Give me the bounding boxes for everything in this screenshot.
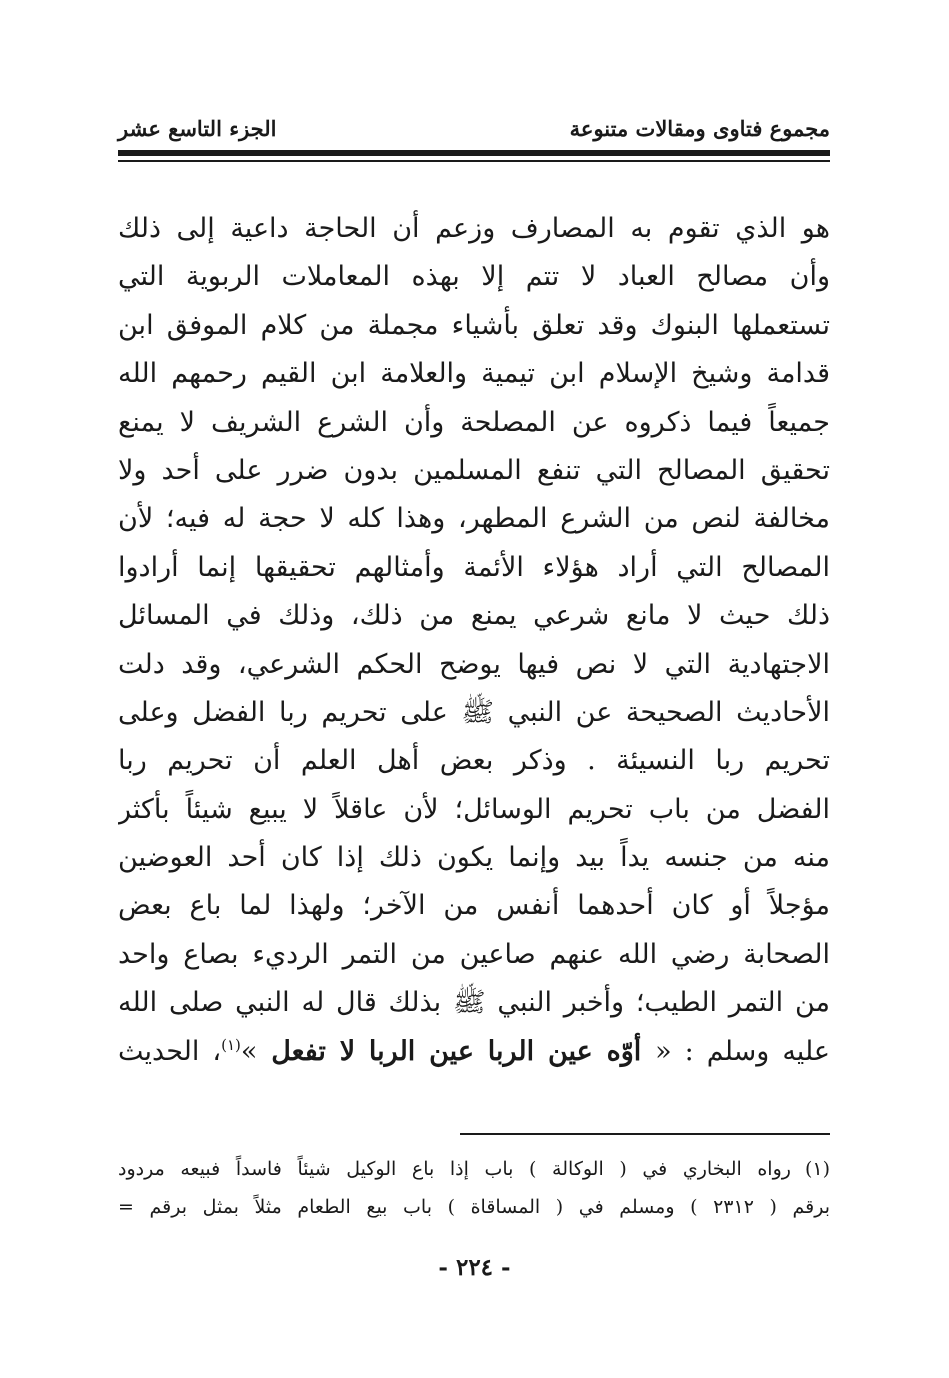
last-line-prefix: عليه وسلم : «: [655, 1035, 830, 1067]
text-line: الأحاديث الصحيحة عن النبي ﷺ على تحريم ربا الفضل وعلى: [118, 696, 830, 728]
text-line: مؤجلاً أو كان أحدهما أنفس من الآخر؛ ولهذا لما باع بعض: [118, 890, 830, 922]
text-line: وأن مصالح العباد لا تتم إلا بهذه المعاملات الربوية التي: [118, 261, 830, 293]
text-line: المصالح التي أراد هؤلاء الأئمة وأمثالهم تحقيقها إنما أرادوا: [118, 551, 830, 583]
text-line: الفضل من باب تحريم الوسائل؛ لأن عاقلاً لا يبيع شيئاً بأكثر: [118, 793, 830, 825]
header-rule-thick: [118, 150, 830, 156]
footnote-line: [118, 1150, 830, 1188]
footnote-text-1: رواه البخاري في ( الوكالة ) باب إذا باع الوكيل شيئاً فاسداً فبيعه مردود: [118, 1158, 791, 1180]
footnote-reference[interactable]: (١): [221, 1035, 241, 1054]
footnote-line: برقم ( ٢٣١٢ ) ومسلم في ( المساقاة ) باب بيع الطعام مثلاً بمثل برقم =: [118, 1196, 830, 1218]
footnote-marker: (١): [804, 1158, 830, 1180]
text-line: الصحابة رضي الله عنهم صاعين من التمر الرديء بصاع واحد: [118, 938, 830, 970]
text-line-last: [118, 1028, 830, 1076]
text-line: من التمر الطيب؛ وأخبر النبي ﷺ بذلك قال له النبي صلى الله: [118, 987, 830, 1019]
text-line: الاجتهادية التي لا نص فيها يوضح الحكم الشرعي، وقد دلت: [118, 648, 830, 680]
footnote-separator: [460, 1133, 830, 1135]
volume-label: الجزء التاسع عشر: [118, 116, 277, 141]
text-line: هو الذي تقوم به المصارف وزعم أن الحاجة داعية إلى ذلك: [118, 213, 830, 244]
running-header: [118, 110, 830, 150]
text-line: منه من جنسه يداً بيد وإنما يكون ذلك إذا كان أحد العوضين: [118, 842, 830, 874]
last-line-suffix: ، الحديث: [118, 1035, 222, 1067]
hadith-quote: أوّه عين الربا عين الربا لا تفعل: [257, 1035, 656, 1067]
main-text: [118, 205, 830, 1076]
text-line: تحريم ربا النسيئة . وذكر بعض أهل العلم أن تحريم ربا: [118, 745, 830, 777]
text-line: تستعملها البنوك وقد تعلق بأشياء مجملة من كلام الموفق ابن: [118, 309, 830, 341]
footnotes: [118, 1150, 830, 1226]
page-number: - ٢٢٤ -: [438, 1254, 511, 1281]
text-line: قدامة وشيخ الإسلام ابن تيمية والعلامة ابن القيم رحمهم الله: [118, 358, 830, 390]
text-line: جميعاً فيما ذكروه عن المصلحة وأن الشرع الشريف لا يمنع: [118, 406, 830, 438]
quote-close: »: [240, 1035, 258, 1067]
book-title: مجموع فتاوى ومقالات متنوعة: [569, 116, 830, 141]
text-line: تحقيق المصالح التي تنفع المسلمين بدون ضرر على أحد ولا: [118, 454, 830, 486]
header-rule-thin: [118, 160, 830, 162]
text-line: ذلك حيث لا مانع شرعي يمنع من ذلك، وذلك في المسائل: [118, 600, 830, 632]
text-line: مخالفة لنص من الشرع المطهر، وهذا كله لا حجة له فيه؛ لأن: [118, 503, 830, 535]
